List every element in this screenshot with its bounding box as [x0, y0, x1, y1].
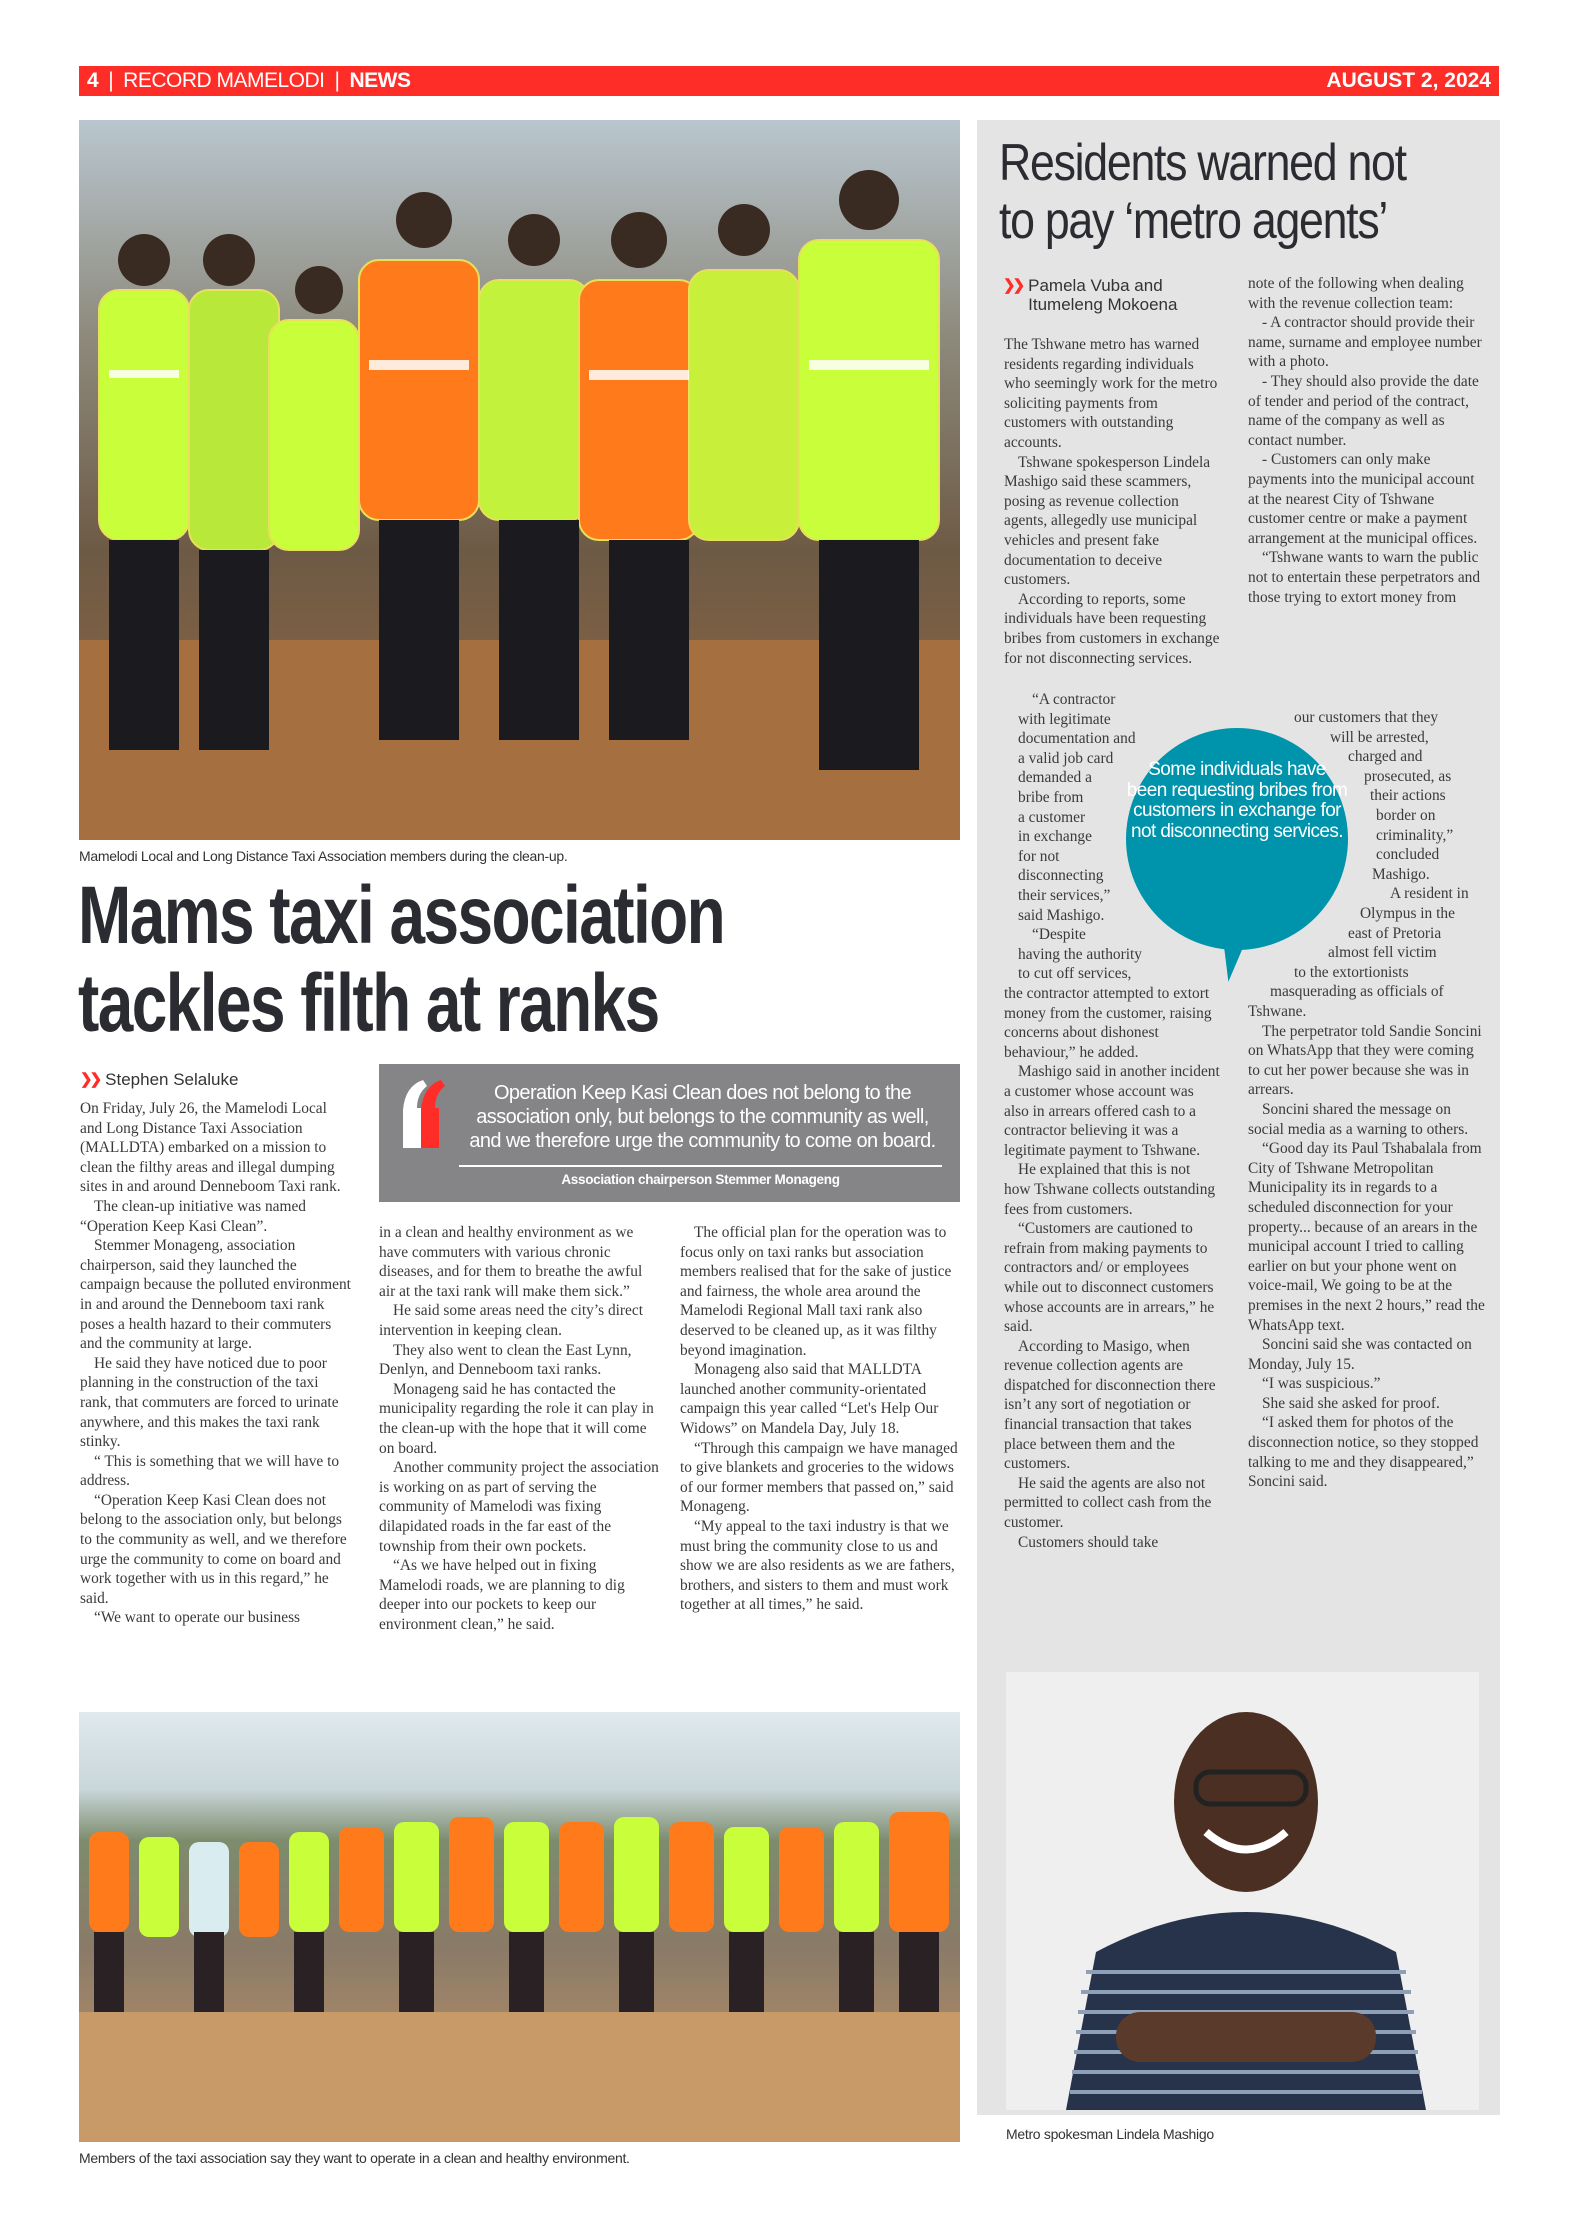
paragraph: He said some areas need the city’s direct intervention in keeping clean.	[379, 1302, 643, 1339]
author-names	[1028, 276, 1177, 314]
headline-line-1: Mams taxi association	[78, 870, 725, 961]
portrait-caption: Metro spokesman Lindela Mashigo	[1006, 2126, 1214, 2142]
wrap-line: east of Pretoria	[1348, 924, 1442, 942]
sidebar-column-1-top	[1004, 335, 1220, 668]
wrap-line: their services,”	[1018, 886, 1111, 904]
photo-group-in-vests-icon	[79, 120, 960, 840]
page-masthead	[79, 66, 1499, 96]
main-article-column-1	[80, 1099, 352, 1628]
wrap-line: in exchange	[1018, 828, 1092, 846]
sidebar-column-2-top	[1248, 274, 1488, 607]
wrap-line: documentation and	[1018, 730, 1136, 748]
main-headline	[78, 872, 780, 1048]
paragraph: Customers should take	[1018, 1533, 1159, 1551]
main-article-column-3	[680, 1223, 960, 1615]
section-name: NEWS	[349, 69, 411, 92]
top-photo-caption: Mamelodi Local and Long Distance Taxi Association members during the clean-up.	[79, 848, 568, 864]
paragraph: Tshwane.	[1248, 1003, 1307, 1020]
paragraph: The clean-up initiative was named “Operation Keep Kasi Clean”.	[80, 1197, 306, 1235]
wrap-line: prosecuted, as	[1364, 767, 1452, 785]
paragraph: “We want to operate our business	[94, 1609, 301, 1627]
sidebar-byline	[1003, 276, 1177, 314]
issue-date: AUGUST 2, 2024	[1326, 69, 1491, 92]
sidebar-column-1-bottom	[1004, 984, 1220, 1552]
wrap-line: criminality,”	[1376, 826, 1454, 844]
wrap-line: said Mashigo.	[1018, 906, 1105, 924]
paragraph: the contractor attempted to extort money from the customer, raising concerns about dishonest behaviour,” he added.	[1004, 985, 1212, 1061]
pull-quote-text: Operation Keep Kasi Clean does not belong to the association only, but belongs to the community as well, and we therefore urge the community to come on board.	[469, 1082, 936, 1152]
paragraph: Soncini said she was contacted on Monday, July 15.	[1248, 1336, 1472, 1373]
speech-bubble-text: Some individuals have been requesting bribes from customers in exchange for not disconnecting services.	[1126, 759, 1348, 842]
wrap-line: charged and	[1348, 748, 1423, 766]
pull-quote-divider	[459, 1165, 942, 1167]
wrap-line: our customers that they	[1294, 709, 1439, 726]
author-line-1: Pamela Vuba and	[1028, 276, 1163, 295]
author-name: Stephen Selaluke	[105, 1070, 239, 1089]
bottom-photo-taxi-members	[79, 1712, 960, 2142]
paragraph: “Operation Keep Kasi Clean does not belong to the association only, but belongs to the community as well, and we therefore urge the community to come on board and work together with us in this regard,” he said.	[80, 1491, 347, 1607]
wrap-line: a valid job card	[1018, 749, 1114, 767]
paragraph: “Tshwane wants to warn the public not to entertain these perpetrators and those trying to extort money from	[1248, 549, 1481, 606]
wrap-line: demanded a	[1018, 769, 1092, 787]
paragraph: She said she asked for proof.	[1262, 1394, 1440, 1412]
paragraph: “Through this campaign we have managed to give blankets and groceries to the widows of our former members that passed on,” said Monageng.	[680, 1439, 958, 1516]
bottom-photo-caption: Members of the taxi association say they want to operate in a clean and healthy environment.	[79, 2150, 630, 2166]
double-chevron-icon: ❯❯	[1003, 277, 1023, 294]
paragraph: Soncini shared the message on social media as a warning to others.	[1248, 1100, 1469, 1138]
paragraph: The Tshwane metro has warned residents regarding individuals who seemingly work for the metro soliciting payments from customers with outstanding accounts.	[1004, 336, 1218, 451]
paragraph: - A contractor should provide their name, surname and employee number with a photo.	[1248, 314, 1482, 371]
quotation-mark-icon	[397, 1078, 457, 1148]
paragraph: The perpetrator told Sandie Soncini on WhatsApp that they were coming to cut her power because she was in arrears.	[1248, 1022, 1482, 1099]
paragraph: Another community project the association is working on as part of serving the community of Mamelodi was fixing dilapidated roads in the far east of the township from their own pockets.	[379, 1459, 659, 1555]
wrap-line: A resident in	[1390, 885, 1469, 903]
photo-lineup-in-vests-icon	[79, 1712, 960, 2142]
wrap-line: masquerading as officials of	[1270, 983, 1444, 1001]
paragraph: “I was suspicious.”	[1262, 1375, 1381, 1393]
separator: |	[334, 69, 340, 92]
paragraph: Monageng also said that MALLDTA launched another community-orientated campaign this year called “Let's Help Our Widows” on Mandela Day, July 18.	[680, 1361, 939, 1437]
paragraph: Stemmer Monageng, association chairperson, said they launched the campaign because the polluted environment in and around the Denneboom taxi rank poses a health hazard to their commuters and the community at large.	[80, 1237, 351, 1353]
main-byline	[80, 1070, 238, 1089]
paragraph: in a clean and healthy environment as we have commuters with various chronic diseases, and for them to breathe the awful air at the taxi rank will make them sick.”	[379, 1224, 643, 1300]
paragraph: Tshwane spokesperson Lindela Mashigo said these scammers, posing as revenue collection agents, allegedly use municipal vehicles and present fake documentation to deceive customers.	[1004, 453, 1211, 589]
paragraph: “As we have helped out in fixing Mamelodi roads, we are planning to dig deeper into our pockets to keep our environment clean,” he said.	[379, 1557, 625, 1633]
paragraph: According to reports, some individuals have been requesting bribes from customers in exchange for not disconnecting services.	[1004, 590, 1220, 667]
publication-name: RECORD MAMELODI	[123, 69, 325, 92]
photo-smiling-man-icon	[1006, 1672, 1479, 2110]
sidebar-column-2-bottom	[1248, 1002, 1488, 1492]
paragraph: He said the agents are also not permitted to collect cash from the customer.	[1004, 1474, 1212, 1532]
paragraph: The official plan for the operation was to focus only on taxi ranks but association members realised that for the sake of justice and fairness, the whole area around the Mamelodi Regional Mall taxi rank also deserved to be cleaned up, as it was filthy beyond imagination.	[680, 1224, 952, 1359]
wrap-line: almost fell victim	[1328, 944, 1437, 962]
author-line-2: Itumeleng Mokoena	[1028, 295, 1178, 314]
paragraph: “I asked them for photos of the disconnection notice, so they stopped talking to me and they disappeared,” Soncini said.	[1248, 1414, 1479, 1491]
double-chevron-icon: ❯❯	[80, 1071, 100, 1088]
pull-quote-box	[379, 1064, 960, 1202]
paragraph: “My appeal to the taxi industry is that we must bring the community close to us and show we are also residents as we are fathers, brothers, and sisters to them and must work together at all times,” he said.	[680, 1517, 955, 1614]
paragraph: He explained that this is not how Tshwane collects outstanding fees from customers.	[1004, 1161, 1216, 1218]
wrap-line: to cut off services,	[1018, 965, 1132, 983]
wrap-line: bribe from	[1018, 788, 1084, 806]
pull-quote-attribution: Association chairperson Stemmer Monageng	[561, 1172, 840, 1187]
paragraph: According to Masigo, when revenue collection agents are dispatched for disconnection there isn’t any sort of negotiation or financial transaction that takes place between them and the customers.	[1004, 1337, 1216, 1473]
paragraph: Mashigo said in another incident a customer whose account was also in arrears offered cash to a contractor believing it was a legitimate payment to Tshwane.	[1004, 1063, 1220, 1159]
paragraph: - Customers can only make payments into the municipal account at the nearest City of Tshwane customer centre or make a payment arrangement at the municipal offices.	[1248, 451, 1478, 547]
paragraph: Monageng said he has contacted the municipality regarding the role it can play in the clean-up with the hope that it will come on board.	[379, 1380, 654, 1457]
wrap-line: Mashigo.	[1372, 865, 1430, 883]
paragraph: “Good day its Paul Tshabalala from City of Tshwane Metropolitan Municipality its in regards to a scheduled disconnection for your property... because of an arears in the municipal account I tried to calling earlier on but your phone went on voice-mail, We going to be at the premises in the next 2 hours,” read the WhatsApp text.	[1248, 1140, 1485, 1334]
paragraph: On Friday, July 26, the Mamelodi Local and Long Distance Taxi Association (MALLDTA) embarked on a mission to clean the filthy areas and illegal dumping sites in and around Denneboom Taxi rank.	[80, 1100, 341, 1196]
paragraph: They also went to clean the East Lynn, Denlyn, and Denneboom taxi ranks.	[379, 1341, 632, 1379]
wrap-line: for not	[1018, 847, 1060, 865]
paragraph: - They should also provide the date of tender and period of the contract, name of the company as well as contact number.	[1248, 372, 1479, 449]
wrap-line: concluded	[1376, 846, 1440, 864]
wrap-line: will be arrested,	[1330, 728, 1429, 746]
wrap-line: “A contractor	[1032, 691, 1116, 708]
sidebar-headline-line-1: Residents warned not	[999, 134, 1406, 192]
top-photo-taxi-members	[79, 120, 960, 840]
paragraph: He said they have noticed due to poor planning in the construction of the taxi rank, that commuters are forced to urinate anywhere, and this makes the taxi rank stinky.	[80, 1354, 339, 1451]
wrap-line: to the extortionists	[1294, 963, 1409, 981]
wrap-line: border on	[1376, 806, 1436, 824]
wrap-line: with legitimate	[1018, 710, 1111, 728]
main-article-column-2	[379, 1223, 661, 1634]
separator: |	[108, 69, 114, 92]
headline-line-2: tackles filth at ranks	[78, 958, 659, 1049]
paragraph: “Customers are cautioned to refrain from making payments to contractors and/ or employees while out to disconnect customers whose accounts are in arrears,” he said.	[1004, 1220, 1215, 1336]
wrap-line: their actions	[1370, 787, 1446, 805]
wrap-line: having the authority	[1018, 945, 1142, 963]
paragraph: “ This is something that we will have to address.	[80, 1452, 340, 1490]
wrap-line: disconnecting	[1018, 867, 1104, 885]
wrap-line: Olympus in the	[1360, 904, 1455, 922]
sidebar-headline-line-2: to pay ‘metro agents’	[999, 192, 1388, 250]
portrait-photo-lindela-mashigo	[1006, 1672, 1479, 2110]
paragraph: note of the following when dealing with the revenue collection team:	[1248, 275, 1464, 312]
sidebar-headline	[999, 134, 1420, 250]
wrap-line: “Despite	[1032, 926, 1086, 944]
page-number: 4	[87, 69, 99, 92]
masthead-left	[87, 69, 410, 93]
wrap-line: a customer	[1018, 808, 1086, 826]
